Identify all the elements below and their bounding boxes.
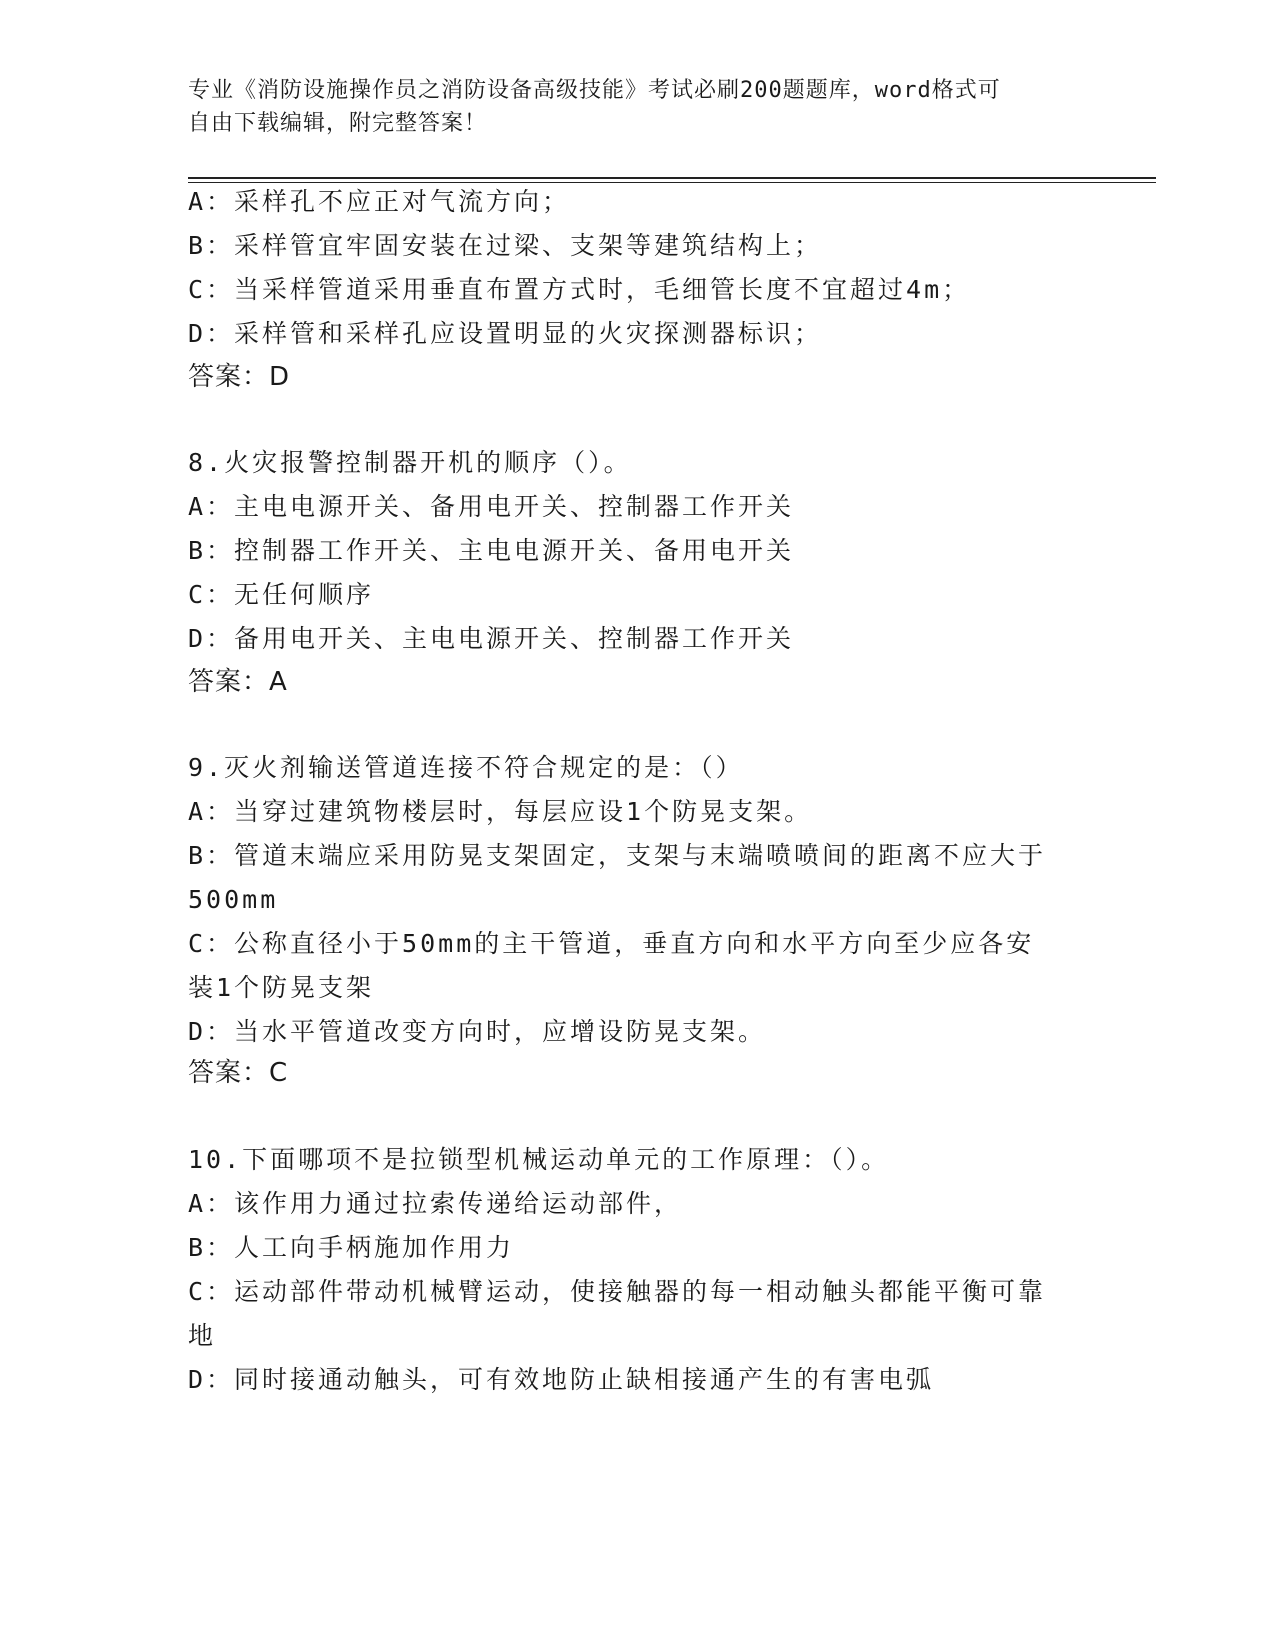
q7-option-a: A：采样孔不应正对气流方向；	[188, 187, 571, 216]
q10-option-c-line-2: 地	[188, 1321, 217, 1350]
q9-option-d: D：当水平管道改变方向时，应增设防晃支架。	[188, 1017, 767, 1046]
q7-answer: 答案：D	[188, 362, 291, 392]
document-header	[188, 74, 1088, 140]
q9-option-c-line-1: C：公称直径小于50mm的主干管道，垂直方向和水平方向至少应各安	[188, 929, 1035, 958]
q7-option-c: C：当采样管道采用垂直布置方式时，毛细管长度不宜超过4m；	[188, 275, 971, 304]
q9-option-b-line-2: 500mm	[188, 885, 279, 914]
q10-option-d: D：同时接通动触头，可有效地防止缺相接通产生的有害电弧	[188, 1365, 935, 1394]
q8-answer: 答案：A	[188, 667, 288, 697]
q8-option-c: C：无任何顺序	[188, 580, 375, 609]
q10-question: 10.下面哪项不是拉锁型机械运动单元的工作原理：（）。	[188, 1145, 890, 1174]
q7-option-d: D：采样管和采样孔应设置明显的火灾探测器标识；	[188, 319, 823, 348]
header-divider-thick	[188, 177, 1156, 179]
q10-option-a: A：该作用力通过拉索传递给运动部件，	[188, 1189, 683, 1218]
q7-option-b: B：采样管宜牢固安装在过梁、支架等建筑结构上；	[188, 231, 823, 260]
header-divider-thin	[188, 182, 1156, 183]
q9-answer: 答案：C	[188, 1058, 289, 1088]
q8-question: 8.火灾报警控制器开机的顺序（）。	[188, 448, 632, 477]
q9-option-c-line-2: 装1个防晃支架	[188, 973, 375, 1002]
header-line-1: 专业《消防设施操作员之消防设备高级技能》考试必刷200题题库，word格式可	[188, 78, 1001, 103]
q8-option-b: B：控制器工作开关、主电电源开关、备用电开关	[188, 536, 795, 565]
q9-option-b-line-1: B：管道末端应采用防晃支架固定，支架与末端喷喷间的距离不应大于	[188, 841, 1047, 870]
q9-question: 9.灭火剂输送管道连接不符合规定的是：（）	[188, 753, 744, 782]
q8-option-a: A：主电电源开关、备用电开关、控制器工作开关	[188, 492, 795, 521]
q10-option-c-line-1: C：运动部件带动机械臂运动，使接触器的每一相动触头都能平衡可靠	[188, 1277, 1047, 1306]
q10-option-b: B：人工向手柄施加作用力	[188, 1233, 515, 1262]
q9-option-a: A：当穿过建筑物楼层时，每层应设1个防晃支架。	[188, 797, 813, 826]
q8-option-d: D：备用电开关、主电电源开关、控制器工作开关	[188, 624, 795, 653]
header-line-2: 自由下载编辑，附完整答案！	[188, 111, 488, 136]
